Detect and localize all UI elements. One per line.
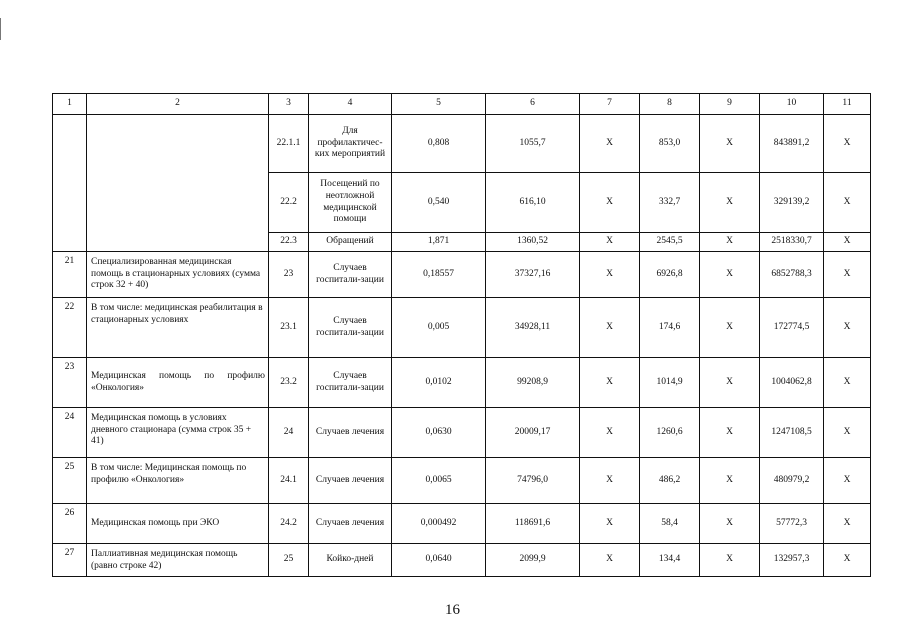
- scan-edge-mark: [0, 18, 1, 40]
- value-cell: X: [824, 298, 871, 358]
- row-description: Медицинская помощь при ЭКО: [87, 504, 269, 544]
- table-row: [53, 358, 871, 408]
- value-cell: 174,6: [640, 298, 700, 358]
- value-cell: 57772,3: [760, 504, 824, 544]
- page-number: 16: [445, 602, 460, 618]
- value-cell: 329139,2: [760, 173, 824, 233]
- value-cell: X: [700, 544, 760, 577]
- unit-cell: Койко-дней: [309, 544, 392, 577]
- column-number-row: [53, 94, 871, 115]
- value-cell: 58,4: [640, 504, 700, 544]
- column-number: 1: [53, 94, 87, 115]
- table-row: [53, 408, 871, 458]
- value-cell: 332,7: [640, 173, 700, 233]
- value-cell: 853,0: [640, 115, 700, 173]
- value-cell: 486,2: [640, 458, 700, 504]
- value-cell: X: [824, 408, 871, 458]
- value-cell: X: [580, 358, 640, 408]
- value-cell: 2545,5: [640, 233, 700, 252]
- value-cell: 2099,9: [486, 544, 580, 577]
- value-cell: 6926,8: [640, 252, 700, 298]
- row-number: 24: [53, 408, 87, 458]
- row-description: Паллиативная медицинская помощь (равно строке 42): [87, 544, 269, 577]
- value-cell: 0,0102: [392, 358, 486, 408]
- row-code: 22.2: [269, 173, 309, 233]
- unit-cell: Посещений по неотложной медицинской помощи: [309, 173, 392, 233]
- value-cell: X: [824, 358, 871, 408]
- row-code: 24.2: [269, 504, 309, 544]
- value-cell: 0,005: [392, 298, 486, 358]
- column-number: 3: [269, 94, 309, 115]
- row-number: 27: [53, 544, 87, 577]
- value-cell: 616,10: [486, 173, 580, 233]
- value-cell: X: [580, 408, 640, 458]
- value-cell: 132957,3: [760, 544, 824, 577]
- value-cell: 1247108,5: [760, 408, 824, 458]
- column-number: 4: [309, 94, 392, 115]
- table-row: [53, 458, 871, 504]
- value-cell: X: [700, 252, 760, 298]
- value-cell: 1260,6: [640, 408, 700, 458]
- unit-cell: Случаев госпитали-зации: [309, 298, 392, 358]
- row-number: 26: [53, 504, 87, 544]
- row-description: Специализированная медицинская помощь в стационарных условиях (сумма строк 32 + 40): [87, 252, 269, 298]
- value-cell: 0,0065: [392, 458, 486, 504]
- row-code: 24.1: [269, 458, 309, 504]
- value-cell: X: [580, 252, 640, 298]
- column-number: 10: [760, 94, 824, 115]
- value-cell: 118691,6: [486, 504, 580, 544]
- value-cell: X: [700, 458, 760, 504]
- unit-cell: Для профилактичес-ких мероприятий: [309, 115, 392, 173]
- column-number: 6: [486, 94, 580, 115]
- value-cell: X: [824, 173, 871, 233]
- unit-cell: Случаев госпитали-зации: [309, 252, 392, 298]
- table-row: [53, 504, 871, 544]
- value-cell: 1360,52: [486, 233, 580, 252]
- row-description: Медицинская помощь в условиях дневного стационара (сумма строк 35 + 41): [87, 408, 269, 458]
- value-cell: 1004062,8: [760, 358, 824, 408]
- value-cell: X: [580, 298, 640, 358]
- row-code: 25: [269, 544, 309, 577]
- column-number: 11: [824, 94, 871, 115]
- row-code: 24: [269, 408, 309, 458]
- row-number: 25: [53, 458, 87, 504]
- value-cell: 6852788,3: [760, 252, 824, 298]
- value-cell: X: [824, 233, 871, 252]
- unit-cell: Случаев лечения: [309, 408, 392, 458]
- unit-cell: Случаев госпитали-зации: [309, 358, 392, 408]
- value-cell: X: [700, 504, 760, 544]
- row-description: В том числе: медицинская реабилитация в стационарных условиях: [87, 298, 269, 358]
- unit-cell: Случаев лечения: [309, 458, 392, 504]
- value-cell: X: [824, 252, 871, 298]
- value-cell: X: [700, 233, 760, 252]
- column-number: 9: [700, 94, 760, 115]
- unit-cell: Случаев лечения: [309, 504, 392, 544]
- value-cell: 37327,16: [486, 252, 580, 298]
- value-cell: X: [824, 544, 871, 577]
- value-cell: 1014,9: [640, 358, 700, 408]
- column-number: 8: [640, 94, 700, 115]
- row-description: В том числе: Медицинская помощь по профилю «Онкология»: [87, 458, 269, 504]
- row-description: Медицинская помощь по профилю «Онкология»: [87, 358, 269, 408]
- value-cell: X: [580, 544, 640, 577]
- value-cell: X: [700, 115, 760, 173]
- value-cell: 20009,17: [486, 408, 580, 458]
- value-cell: X: [700, 173, 760, 233]
- value-cell: X: [700, 298, 760, 358]
- row-code: 23.1: [269, 298, 309, 358]
- unit-cell: Обращений: [309, 233, 392, 252]
- value-cell: 2518330,7: [760, 233, 824, 252]
- value-cell: X: [580, 504, 640, 544]
- value-cell: X: [824, 115, 871, 173]
- value-cell: 0,540: [392, 173, 486, 233]
- value-cell: 0,000492: [392, 504, 486, 544]
- value-cell: 134,4: [640, 544, 700, 577]
- table-row: [53, 115, 871, 173]
- value-cell: X: [824, 504, 871, 544]
- value-cell: 0,18557: [392, 252, 486, 298]
- row-number-cell: [53, 115, 87, 252]
- row-code: 22.1.1: [269, 115, 309, 173]
- value-cell: 1055,7: [486, 115, 580, 173]
- value-cell: 0,808: [392, 115, 486, 173]
- row-description-cell: [87, 115, 269, 252]
- row-code: 23: [269, 252, 309, 298]
- value-cell: 34928,11: [486, 298, 580, 358]
- value-cell: X: [824, 458, 871, 504]
- value-cell: 1,871: [392, 233, 486, 252]
- row-number: 23: [53, 358, 87, 408]
- value-cell: X: [580, 173, 640, 233]
- data-table: [52, 93, 871, 577]
- column-number: 2: [87, 94, 269, 115]
- row-number: 21: [53, 252, 87, 298]
- value-cell: X: [580, 115, 640, 173]
- value-cell: X: [580, 458, 640, 504]
- value-cell: X: [700, 358, 760, 408]
- table-row: [53, 252, 871, 298]
- row-code: 22.3: [269, 233, 309, 252]
- row-code: 23.2: [269, 358, 309, 408]
- column-number: 5: [392, 94, 486, 115]
- value-cell: 0,0640: [392, 544, 486, 577]
- table-row: [53, 298, 871, 358]
- value-cell: 0,0630: [392, 408, 486, 458]
- table-row: [53, 544, 871, 577]
- value-cell: 172774,5: [760, 298, 824, 358]
- value-cell: X: [580, 233, 640, 252]
- value-cell: X: [700, 408, 760, 458]
- value-cell: 99208,9: [486, 358, 580, 408]
- column-number: 7: [580, 94, 640, 115]
- value-cell: 480979,2: [760, 458, 824, 504]
- row-number: 22: [53, 298, 87, 358]
- value-cell: 843891,2: [760, 115, 824, 173]
- value-cell: 74796,0: [486, 458, 580, 504]
